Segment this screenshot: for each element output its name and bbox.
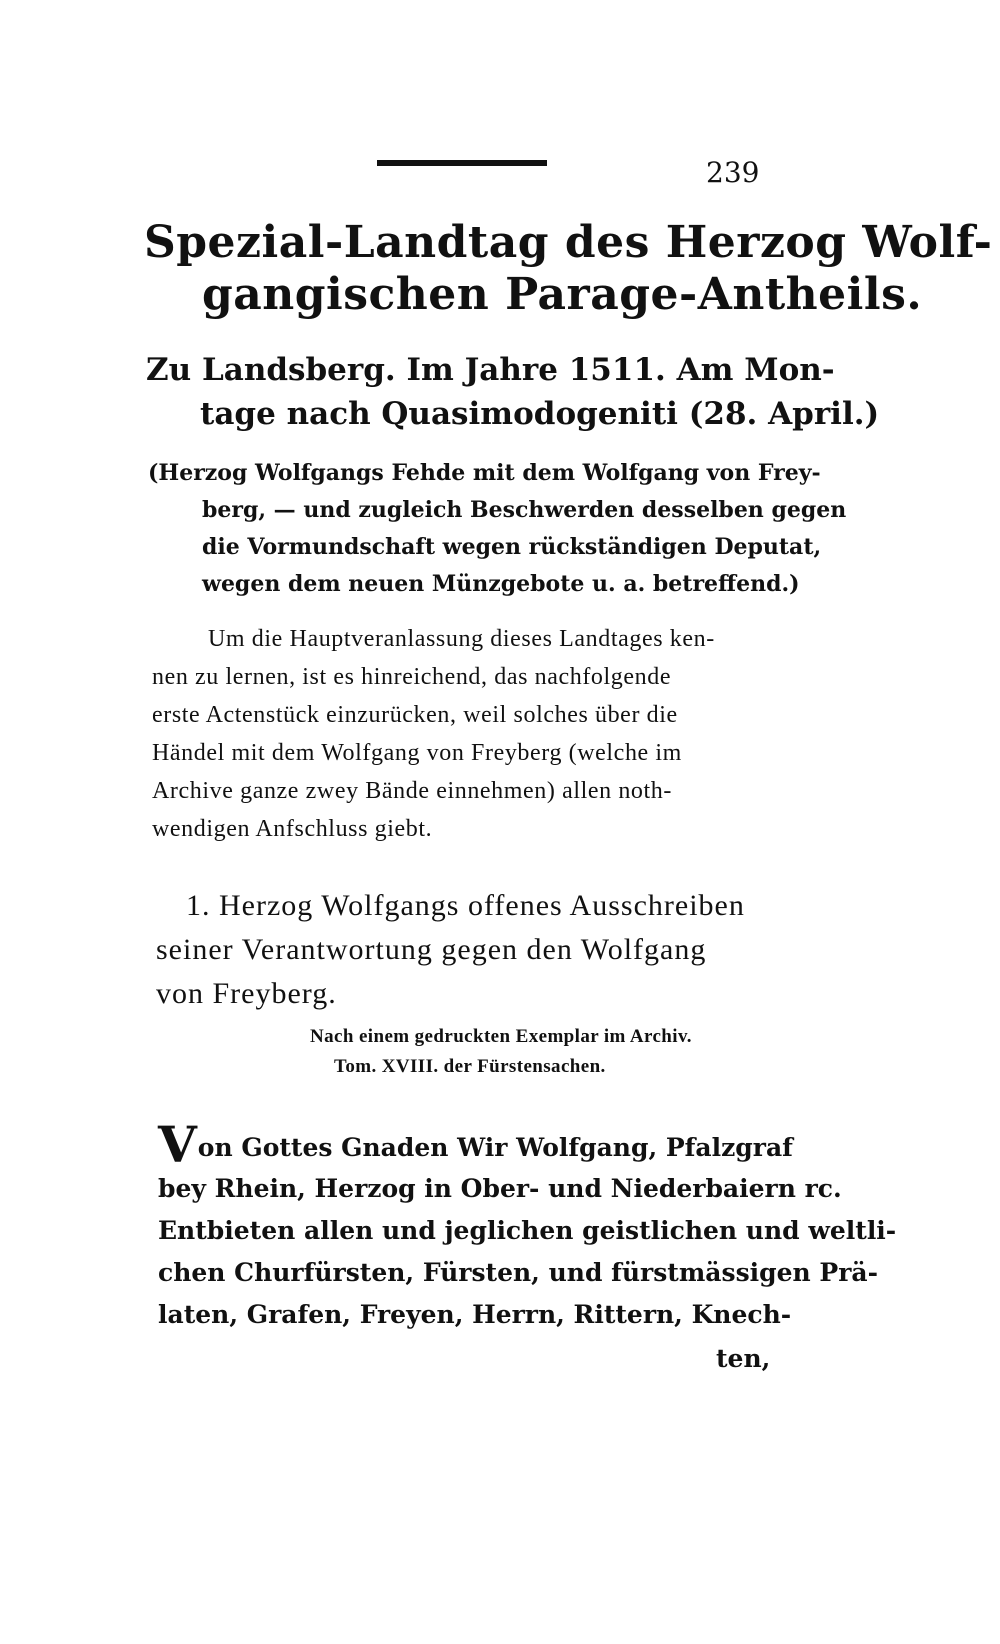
page-number: 239 <box>706 156 760 189</box>
intro-line-4: Händel mit dem Wolfgang von Freyberg (welche im <box>152 740 682 766</box>
place-date-line-2: tage nach Quasimodogeniti (28. April.) <box>200 396 880 432</box>
summary-line-2: berg, — und zugleich Beschwerden desselben gegen <box>202 497 847 523</box>
drop-cap-initial: V <box>158 1115 197 1174</box>
intro-line-5: Archive ganze zwey Bände einnehmen) allen noth- <box>152 778 672 804</box>
summary-line-3: die Vormundschaft wegen rückständigen Deputat, <box>202 534 822 560</box>
proclamation-line-1 <box>158 1115 793 1174</box>
summary-line-1: (Herzog Wolfgangs Fehde mit dem Wolfgang von Frey- <box>148 460 821 486</box>
proclamation-line-2: bey Rhein, Herzog in Ober- und Niederbaiern rc. <box>158 1174 842 1203</box>
summary-line-4: wegen dem neuen Münzgebote u. a. betreffend.) <box>202 571 800 597</box>
chapter-title-line-1: Spezial-Landtag des Herzog Wolf- <box>144 217 993 268</box>
header-rule <box>377 160 547 166</box>
source-note-line-2: Tom. XVIII. der Fürstensachen. <box>334 1056 606 1077</box>
proclamation-line-4: chen Churfürsten, Fürsten, und fürstmässigen Prä- <box>158 1258 878 1287</box>
intro-line-1: Um die Hauptveranlassung dieses Landtages ken- <box>208 626 715 652</box>
document-heading-line-2: seiner Verantwortung gegen den Wolfgang <box>156 933 707 966</box>
chapter-title-line-2: gangischen Parage-Antheils. <box>202 269 923 320</box>
intro-line-6: wendigen Anfschluss giebt. <box>152 816 433 842</box>
intro-line-2: nen zu lernen, ist es hinreichend, das nachfolgende <box>152 664 672 690</box>
place-date-line-1: Zu Landsberg. Im Jahre 1511. Am Mon- <box>146 352 835 388</box>
proclamation-line-5: laten, Grafen, Freyen, Herrn, Rittern, Knech- <box>158 1300 792 1329</box>
proclamation-line-1-text: on Gottes Gnaden Wir Wolfgang, Pfalzgraf <box>197 1133 793 1162</box>
catchword: ten, <box>716 1344 771 1373</box>
document-heading-line-3: von Freyberg. <box>156 977 337 1010</box>
source-note-line-1: Nach einem gedruckten Exemplar im Archiv. <box>310 1026 692 1047</box>
document-heading-line-1: 1. Herzog Wolfgangs offenes Ausschreiben <box>186 889 745 922</box>
intro-line-3: erste Actenstück einzurücken, weil solches über die <box>152 702 678 728</box>
proclamation-line-3: Entbieten allen und jeglichen geistlichen und weltli- <box>158 1216 897 1245</box>
